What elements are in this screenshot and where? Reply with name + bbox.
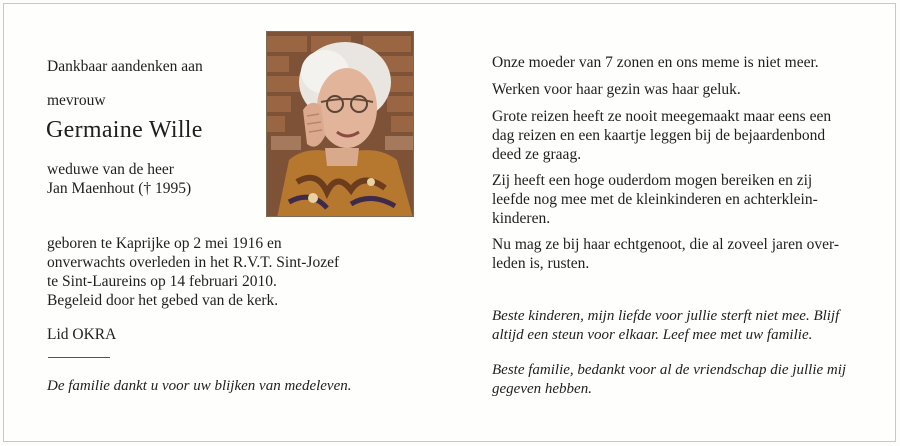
portrait-photo: [266, 31, 414, 217]
divider: [48, 357, 110, 358]
quote-2-line: Beste familie, bedankt voor al de vriendschap die jullie mij: [492, 362, 847, 378]
widow-line-2: Jan Maenhout († 1995): [47, 180, 192, 197]
paragraph-4-line: Zij heeft een hoge ouderdom mogen bereiken en zij: [492, 172, 813, 189]
deceased-name: Germaine Wille: [46, 117, 203, 143]
bio-line: te Sint-Laureins op 14 februari 2010.: [47, 273, 277, 290]
bio-line: onverwachts overleden in het R.V.T. Sint-Jozef: [47, 254, 340, 271]
paragraph-5-line: Nu mag ze bij haar echtgenoot, die al zoveel jaren over-: [492, 236, 839, 253]
title-text: mevrouw: [47, 92, 106, 109]
membership-text: Lid OKRA: [47, 326, 117, 343]
portrait-illustration: [267, 32, 414, 217]
bio-line: Begeleid door het gebed van de kerk.: [47, 292, 279, 309]
paragraph-2: Werken voor haar gezin was haar geluk.: [492, 81, 741, 98]
paragraph-3-line: dag reizen en een kaartje leggen bij de bejaardenbond: [492, 127, 826, 144]
quote-1-line: Beste kinderen, mijn liefde voor jullie sterft niet mee. Blijf: [492, 308, 840, 324]
paragraph-3-line: Grote reizen heeft ze nooit meegemaakt maar eens een: [492, 108, 832, 125]
paragraph-4-line: leefde nog mee met de kleinkinderen en achterklein-: [492, 191, 818, 208]
paragraph-5-line: leden is, rusten.: [492, 255, 590, 272]
paragraph-4-line: kinderen.: [492, 210, 551, 227]
thanks-text: De familie dankt u voor uw blijken van medeleven.: [47, 378, 352, 394]
paragraph-1: Onze moeder van 7 zonen en ons meme is niet meer.: [492, 54, 819, 71]
widow-line-1: weduwe van de heer: [47, 161, 174, 178]
quote-2-line: gegeven hebben.: [492, 381, 592, 397]
paragraph-3-line: deed ze graag.: [492, 146, 582, 163]
intro-text: Dankbaar aandenken aan: [47, 58, 203, 75]
quote-1-line: altijd een steun voor elkaar. Leef mee met uw familie.: [492, 327, 813, 343]
bio-line: geboren te Kaprijke op 2 mei 1916 en: [47, 235, 282, 252]
